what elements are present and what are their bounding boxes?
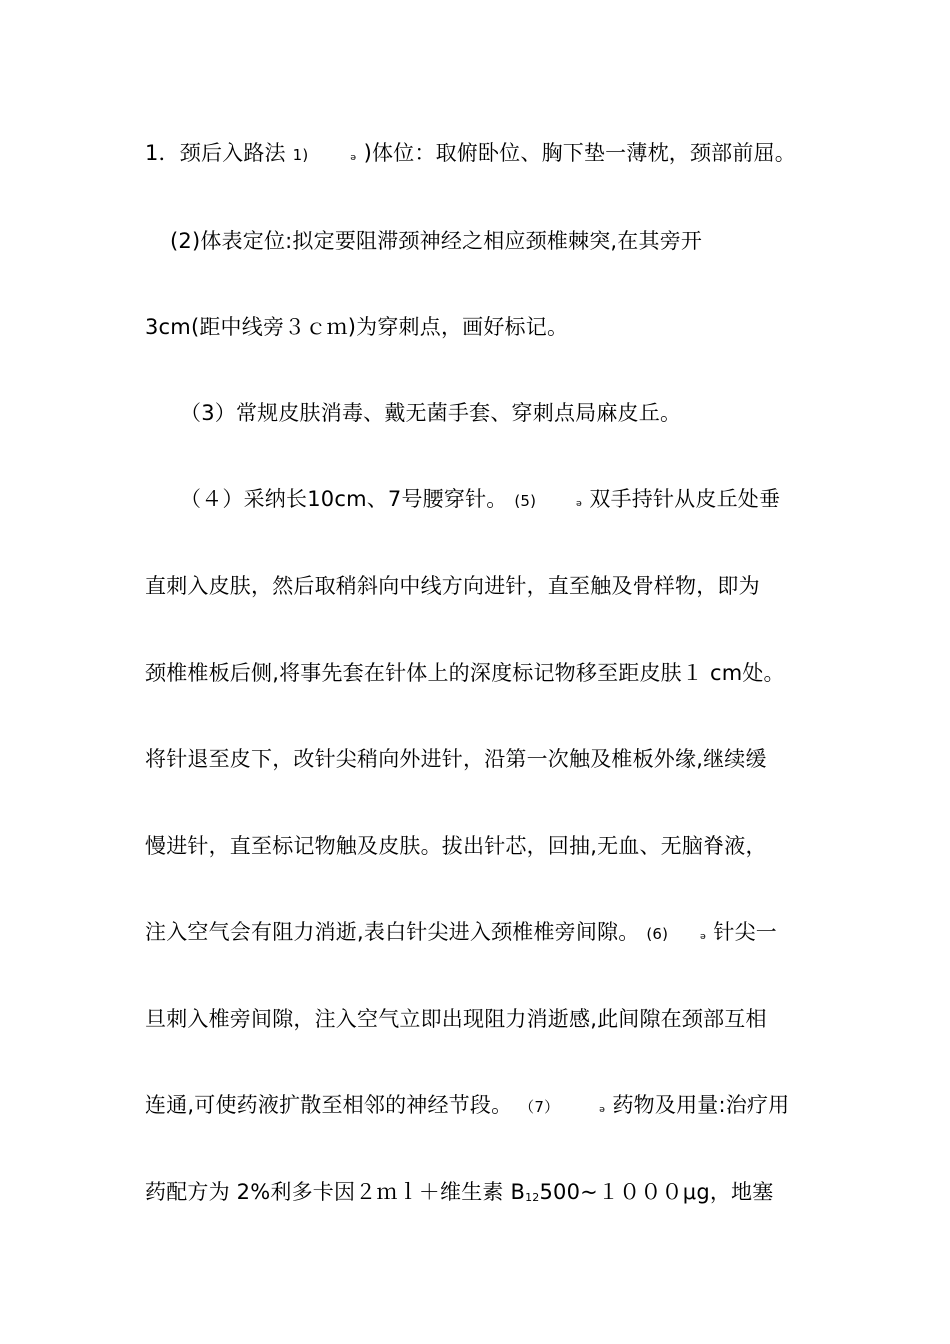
text-run: 3cm(距中线旁３ｃｍ)为穿刺点，画好标记。 [145, 315, 569, 339]
text-run: （3）常规皮肤消毒、戴无菌手套、穿刺点局麻皮丘。 [180, 401, 682, 425]
symbol-glyph: ₔ [700, 925, 707, 943]
text-run: 慢进针，直至标记物触及皮肤。拔出针芯，回抽,无血、无脑脊液， [145, 834, 767, 858]
text-run: 药物及用量:治疗用 [612, 1093, 790, 1117]
text-run: 1) [292, 146, 309, 164]
text-run: 双手持针从皮丘处垂 [589, 487, 781, 511]
symbol-glyph: ₔ [576, 492, 583, 510]
text-run: 药配方为 2%利多卡因２ｍｌ＋维生素 B [145, 1180, 526, 1204]
text-line-7 [145, 658, 845, 688]
text-run: 500~１０００μg，地塞 [539, 1180, 774, 1204]
text-run: 旦刺入椎旁间隙，注入空气立即出现阻力消逝感,此间隙在颈部互相 [145, 1007, 767, 1031]
text-run: 将针退至皮下，改针尖稍向外进针，沿第一次触及椎板外缘,继续缓 [145, 747, 767, 771]
text-run: 注入空气会有阻力消逝,表白针尖进入颈椎椎旁间隙。 [145, 920, 640, 944]
text-line-12 [145, 1090, 845, 1122]
text-run: )体位：取俯卧位、胸下垫一薄枕，颈部前屈。 [363, 141, 796, 165]
text-line-4 [180, 398, 880, 428]
text-run: (2)体表定位:拟定要阻滞颈神经之相应颈椎棘突,在其旁开 [170, 229, 703, 253]
text-line-3 [145, 312, 845, 342]
symbol-glyph: ₔ [350, 146, 357, 164]
text-run: 1．颈后入路法 [145, 141, 286, 165]
text-run: (5) [514, 492, 537, 510]
text-run: （7） [519, 1098, 560, 1116]
text-line-1 [145, 138, 845, 170]
symbol-glyph: ₔ [599, 1098, 606, 1116]
text-run: (6) [646, 925, 669, 943]
text-line-11 [145, 1004, 845, 1034]
text-line-8 [145, 744, 845, 774]
text-line-5 [180, 484, 880, 516]
text-run: 直刺入皮肤，然后取稍斜向中线方向进针，直至触及骨样物，即为 [145, 574, 760, 598]
text-line-6 [145, 571, 845, 601]
text-run: 针尖一 [713, 920, 777, 944]
text-line-13 [145, 1177, 845, 1213]
text-run: 颈椎椎板后侧,将事先套在针体上的深度标记物移至距皮肤１ cm处。 [145, 661, 785, 685]
subscript-text: 12 [525, 1191, 540, 1204]
text-run: 连通,可使药液扩散至相邻的神经节段。 [145, 1093, 513, 1117]
text-line-2 [170, 226, 870, 256]
text-line-9 [145, 831, 845, 861]
text-run: （４）采纳长10cm、7号腰穿针。 [180, 487, 508, 511]
text-line-10 [145, 917, 845, 949]
